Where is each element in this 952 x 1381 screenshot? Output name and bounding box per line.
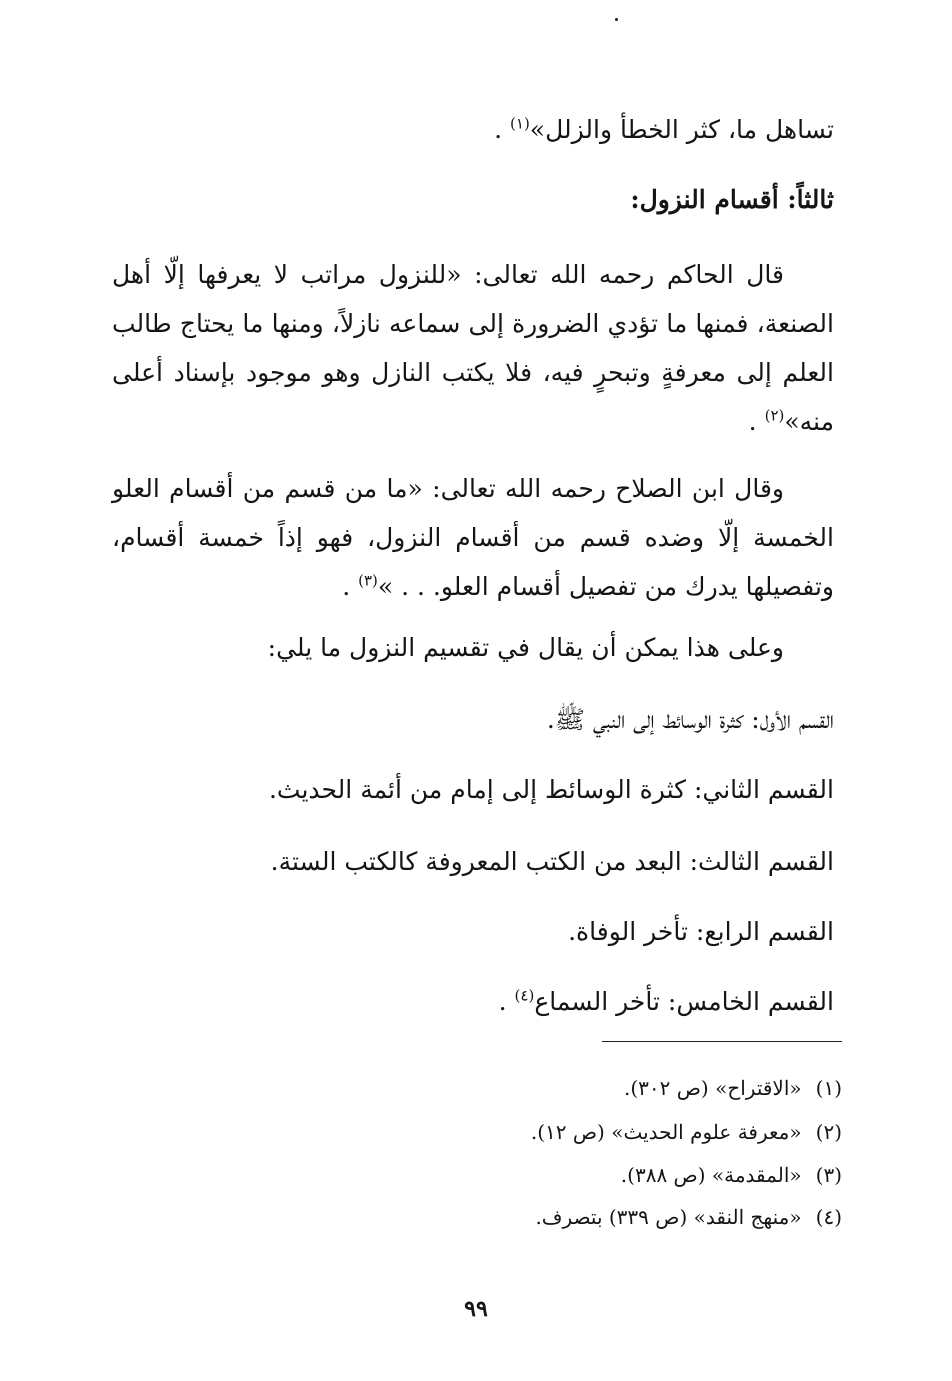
footnote-ref-2: (٢)	[764, 406, 785, 425]
stray-mark	[615, 18, 618, 21]
footnote-1: (١)«الاقتراح» (ص ٣٠٢).	[623, 1076, 842, 1100]
section-item-3: القسم الثالث: البعد من الكتب المعروفة كالكتب الستة.	[270, 847, 834, 876]
page-number: ٩٩	[464, 1296, 488, 1322]
footnote-2: (٢)«معرفة علوم الحديث» (ص ١٢).	[530, 1120, 842, 1144]
paragraph-hakim: قال الحاكم رحمه الله تعالى: «للنزول مراتب لا يعرفها إلّا أهل الصنعة، فمنها ما تؤدي الضرورة إلى سماعه نازلاً، ومنها ما يحتاج طالب العلم إلى معرفةٍ وتبحرٍ فيه، فلا يكتب النازل وهو موجود بإسناد أعلى منه»$^{(٢)}$ .	[112, 260, 834, 436]
section-item-4: القسم الرابع: تأخر الوفاة.	[568, 917, 834, 946]
footnote-separator	[602, 1041, 842, 1042]
footnote-ref-3: (٣)	[358, 571, 378, 590]
paragraph-ibn-salah: وقال ابن الصلاح رحمه الله تعالى: «ما من قسم من أقسام العلو الخمسة إلّا وضده قسم من أقسام النزول، فهو إذاً خمسة أقسام، وتفصيلها يدرك من تفصيل أقسام العلو. . . »$^{(٣)}$ .	[112, 474, 834, 601]
section-item-5: القسم الخامس: تأخر السماع$^{(٤)}$ .	[498, 986, 834, 1016]
continuation-line: تساهل ما، كثر الخطأ والزلل»$^{(١)}$ .	[494, 114, 834, 144]
section-item-1: القسم الأول: كثرة الوسائط إلى النبي ﷺ.	[546, 705, 834, 734]
section-item-2: القسم الثاني: كثرة الوسائط إلى إمام من أئمة الحديث.	[268, 775, 834, 804]
footnote-4: (٤)«منهج النقد» (ص ٣٣٩) بتصرف.	[535, 1205, 842, 1229]
footnote-3: (٣)«المقدمة» (ص ٣٨٨).	[620, 1163, 842, 1187]
section-heading: ثالثاً: أقسام النزول:	[630, 185, 834, 214]
footnote-ref-1: (١)	[510, 114, 530, 133]
footnote-ref-4: (٤)	[514, 986, 535, 1005]
intro-line: وعلى هذا يمكن أن يقال في تقسيم النزول ما يلي:	[267, 633, 784, 662]
